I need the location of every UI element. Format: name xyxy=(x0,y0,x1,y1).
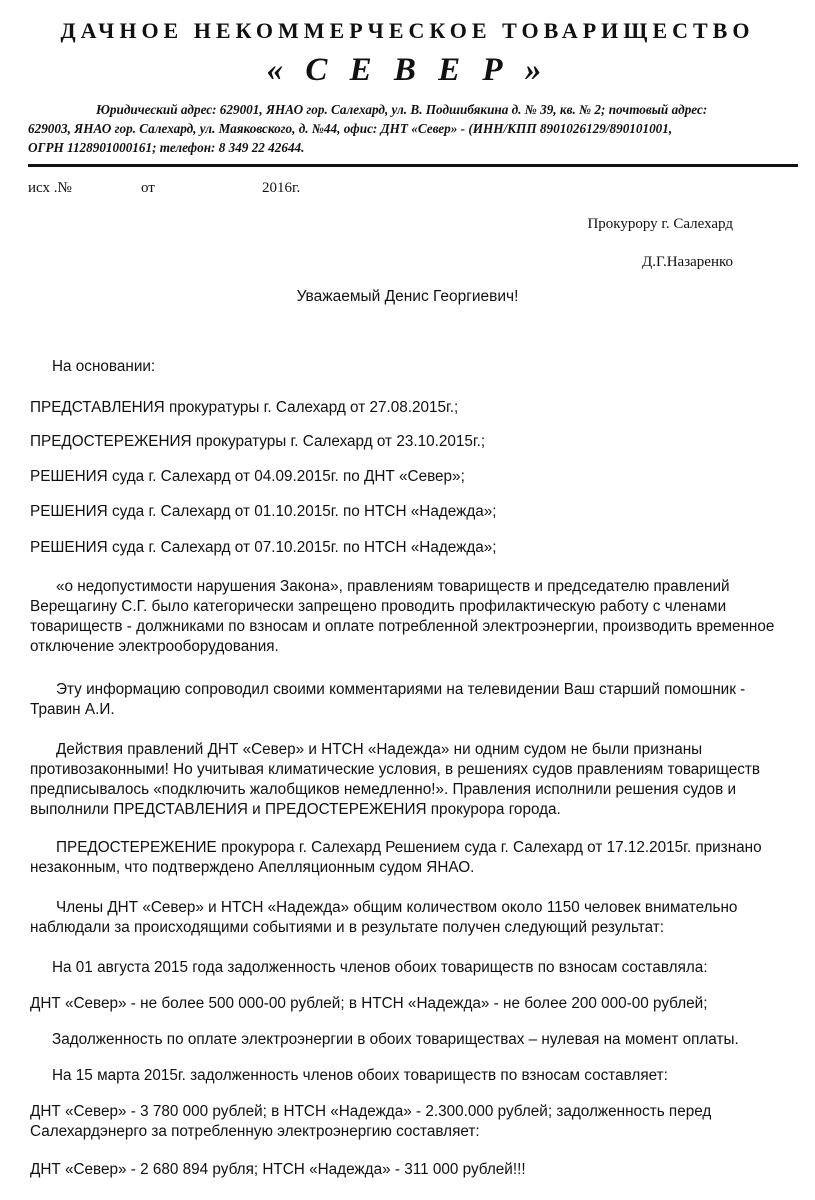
march-debt-amounts: ДНТ «Север» - 3 780 000 рублей; в НТСН «Надежда» - 2.300.000 рублей; задолженность перед Салехардэнерго за потребленную электроэнергию составляет: xyxy=(30,1103,712,1140)
date-label: от xyxy=(141,180,155,196)
actions-paragraph: Действия правлений ДНТ «Север» и НТСН «Надежда» ни одним судом не были признаны противозаконными! Но учитывая климатические условия, в решениях судов правлениям товариществ предписывалось «подключить жалобщиков немедленно!». Правления исполнили решения судов и выполнили ПРЕДСТАВЛЕНИЯ и ПРЕДОСТЕРЕЖЕНИЯ прокурора города. xyxy=(30,741,761,818)
details-line-1: Юридический адрес: 629001, ЯНАО гор. Салехард, ул. В. Подшибякина д. № 39, кв. № 2; почтовый адрес: xyxy=(96,102,708,117)
organization-name: « С Е В Е Р » xyxy=(266,52,549,88)
organization-type-heading: ДАЧНОЕ НЕКОММЕРЧЕСКОЕ ТОВАРИЩЕСТВО xyxy=(60,18,755,43)
outgoing-number-label: исх .№ xyxy=(28,180,72,196)
basis-item-2: ПРЕДОСТЕРЕЖЕНИЯ прокуратуры г. Салехард от 23.10.2015г.; xyxy=(30,433,486,450)
march-debt-intro: На 15 марта 2015г. задолженность членов обоих товариществ по взносам составляет: xyxy=(52,1067,668,1084)
organization-details xyxy=(28,100,808,157)
basis-item-4: РЕШЕНИЯ суда г. Салехард от 01.10.2015г. по НТСН «Надежда»; xyxy=(30,503,497,520)
basis-item-1: ПРЕДСТАВЛЕНИЯ прокуратуры г. Салехард от 27.08.2015г.; xyxy=(30,399,459,416)
salutation: Уважаемый Денис Георгиевич! xyxy=(296,288,519,305)
electricity-debt-amounts: ДНТ «Север» - 2 680 894 рубля; НТСН «Надежда» - 311 000 рублей!!! xyxy=(30,1161,526,1178)
august-debt-intro: На 01 августа 2015 года задолженность членов обоих товариществ по взносам составляла: xyxy=(52,959,708,976)
basis-intro: На основании: xyxy=(52,358,156,375)
details-line-2: 629003, ЯНАО гор. Салехард, ул. Маяковского, д. №44, офис: ДНТ «Север» - (ИНН/КПП 8901026129/890101001, xyxy=(28,121,673,136)
august-debt-amounts: ДНТ «Север» - не более 500 000-00 рублей; в НТСН «Надежда» - не более 200 000-00 рублей; xyxy=(30,995,708,1012)
details-line-3: ОГРН 1128901000161; телефон: 8 349 22 42644. xyxy=(28,140,305,155)
energy-debt-paragraph: Задолженность по оплате электроэнергии в обоих товариществах – нулевая на момент оплаты. xyxy=(52,1031,739,1048)
basis-item-5: РЕШЕНИЯ суда г. Салехард от 07.10.2015г. по НТСН «Надежда»; xyxy=(30,539,497,556)
warning-paragraph: ПРЕДОСТЕРЕЖЕНИЕ прокурора г. Салехард Решением суда г. Салехард от 17.12.2015г. признано незаконным, что подтверждено Апелляционным судом ЯНАО. xyxy=(30,839,762,876)
letterhead-divider xyxy=(28,164,798,167)
members-paragraph: Члены ДНТ «Север» и НТСН «Надежда» общим количеством около 1150 человек внимательно наблюдали за происходящими событиями и в результате получен следующий результат: xyxy=(30,899,738,936)
prohibition-paragraph: «о недопустимости нарушения Закона», правлениям товариществ и председателю правлений Верещагину С.Г. было категорически запрещено проводить профилактическую работу с членами товариществ - должниками по взносам и оплате потребленной электроэнергии, производить временное отключение электрооборудования. xyxy=(30,578,775,655)
basis-item-3: РЕШЕНИЯ суда г. Салехард от 04.09.2015г. по ДНТ «Север»; xyxy=(30,468,465,485)
addressee-name: Д.Г.Назаренко xyxy=(642,254,733,270)
letter-year: 2016г. xyxy=(262,180,301,196)
information-paragraph: Эту информацию сопроводил своими комментариями на телевидении Ваш старший помошник - Травин А.И. xyxy=(30,681,746,718)
addressee-title: Прокурору г. Салехард xyxy=(587,216,733,232)
